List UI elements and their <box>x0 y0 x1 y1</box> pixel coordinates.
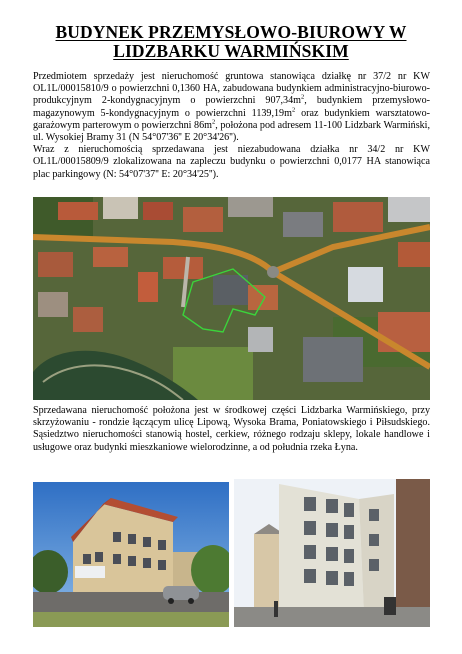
title-line-1: BUDYNEK PRZEMYSŁOWO-BIUROWY W <box>55 22 407 42</box>
description-second-paragraph: Wraz z nieruchomością sprzedawana jest niezabudowana działka nr 34/2 nr KW OL1L/00015809/9 zlokalizowana na zapleczu budynku o powierzchni 0,0177 HA stanowiąca plac parkingowy (N: 54°07'37'' E: 20°34'25''). <box>33 144 430 180</box>
superscript-2: 2 <box>291 106 296 114</box>
building-photo-right <box>234 479 430 627</box>
building-photo-left <box>33 482 229 627</box>
description-text-1: Przedmiotem sprzedaży jest nieruchomość gruntowa stanowiąca działkę nr 37/2 nr KW OL1L/00015810/9 o powierzchni 0,1360 HA, zabudowana budynkiem administracyjno-biurowo-produkcyjnym 2-kondygnacyjnym o powierzchni 907,34m <box>33 71 430 107</box>
description-text-3: oraz budynkiem warsztatowo-garażowym parterowym o powierzchni 86m <box>33 107 431 131</box>
location-description <box>33 405 430 454</box>
superscript-3: 2 <box>212 118 216 126</box>
superscript-1: 2 <box>301 94 305 102</box>
title-line-2: LIDZBARKU WARMIŃSKIM <box>113 41 349 61</box>
description-text-2: , budynkiem przemysłowo-magazynowym 5-kondygnacyjnym o powierzchni 1139,19m <box>33 95 430 119</box>
description-text-4: , położona pod adresem 11-100 Lidzbark Warmiński, ul. Wysokiej Bramy 31 (N 54°07'36'' E 20°34'26''). <box>33 119 431 144</box>
aerial-map-image <box>33 197 430 400</box>
location-paragraph: Sprzedawana nieruchomość położona jest w środkowej części Lidzbarka Warmińskiego, przy skrzyżowaniu - rondzie łączącym ulicę Lipową, Wysoka Brama, Poniatowskiego i Piłsudskiego. Sąsiedztwo nieruchomości stanowią hostel, cerkiew, różnego rodzaju sklepy, lokale handlowe i usługowe oraz budynki mieszkaniowe wielorodzinne, a od południa rzeka Łyna. <box>33 405 430 453</box>
description-first-paragraph <box>33 71 430 144</box>
property-description <box>33 71 430 181</box>
page-title <box>20 23 442 61</box>
